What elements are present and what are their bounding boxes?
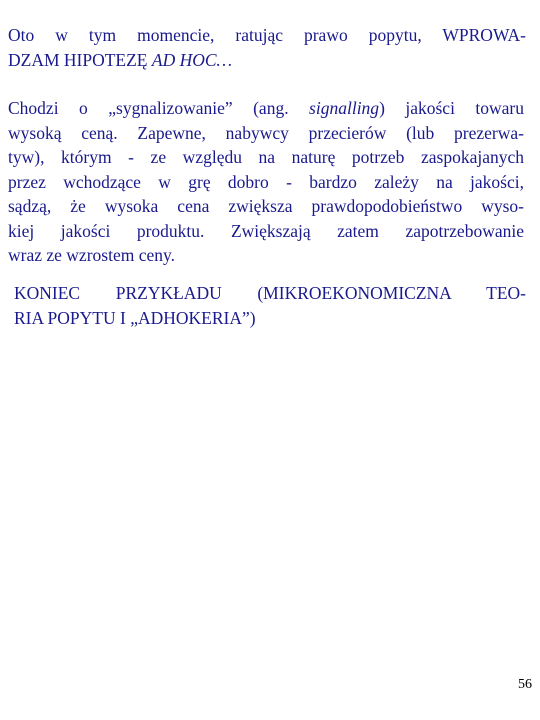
text-line: przez wchodzące w grę dobro - bardzo zależy na jakości,	[8, 171, 524, 192]
paragraph-signalling	[8, 96, 524, 268]
text-line: sądzą, że wysoka cena zwiększa prawdopodobieństwo wyso-	[8, 196, 524, 216]
text-line	[8, 96, 524, 121]
text-segment: ) jakości towaru	[379, 98, 524, 118]
text-line: kiej jakości produktu. Zwiększają zatem zapotrzebowanie	[8, 220, 524, 241]
italic-term-signalling: signalling	[309, 98, 380, 118]
text-line: wysoką ceną. Zapewne, nabywcy przecierów (lub prezerwa-	[8, 122, 524, 143]
text-segment: DZAM HIPOTEZĘ	[8, 49, 152, 70]
text-line: tyw), którym - ze względu na naturę potrzeb zaspokajanych	[8, 147, 524, 167]
text-line: Oto w tym momencie, ratując prawo popytu, WPROWA-	[8, 25, 526, 45]
text-line: RIA POPYTU I „ADHOKERIA”)	[14, 307, 256, 328]
paragraph-hypothesis	[8, 23, 526, 72]
italic-term-ad-hoc: AD HOC…	[151, 49, 233, 70]
paragraph-end-of-example	[14, 281, 526, 330]
text-line	[8, 48, 526, 73]
text-line: KONIEC PRZYKŁADU (MIKROEKONOMICZNA TEO-	[14, 283, 526, 303]
text-line: wraz ze wzrostem ceny.	[8, 245, 175, 265]
text-segment: Chodzi o „sygnalizowanie” (ang.	[8, 98, 310, 118]
page-number: 56	[518, 677, 532, 692]
